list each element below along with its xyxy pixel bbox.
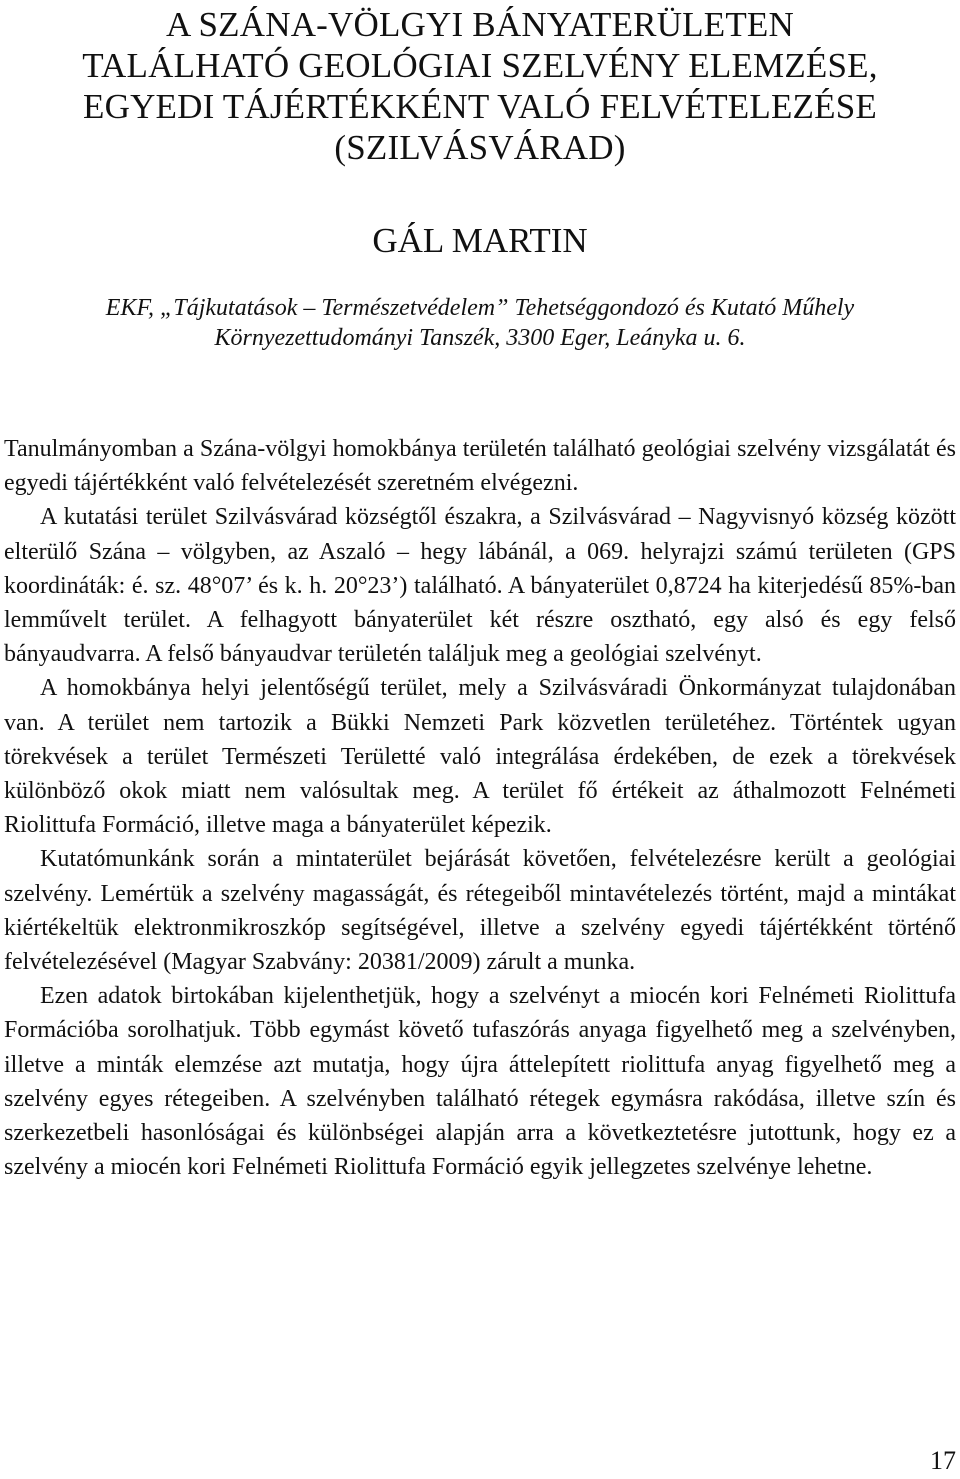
- title-line: A SZÁNA-VÖLGYI BÁNYATERÜLETEN: [166, 5, 794, 44]
- paragraph: A homokbánya helyi jelentőségű terület, mely a Szilvásváradi Önkormányzat tulajdonában van. A terület nem tartozik a Bükki Nemzeti Park közvetlen területéhez. Történtek ugyan törekvések a terület Természeti Területté való integrálása érdekében, de ezek a törekvések különböző okok miatt nem valósultak meg. A terület fő értékeit az áthalmozott Felnémeti Riolittufa Formáció, illetve maga a bányaterület képezik.: [4, 675, 956, 839]
- paragraph: A kutatási terület Szilvásvárad községtől északra, a Szilvásvárad – Nagyvisnyó község között elterülő Szána – völgyben, az Aszaló – hegy lábánál, a 069. helyrajzi számú területen (GPS koordináták: é. sz. 48°07’ és k. h. 20°23’) található. A bányaterület 0,8724 ha kiterjedésű 85%-ban lemművelt terület. A felhagyott bányaterület két részre osztható, egy alsó és egy felső bányaudvarra. A felső bányaudvar területén találjuk meg a geológiai szelvényt.: [4, 504, 956, 668]
- paper-title: [0, 4, 960, 168]
- abstract-body: [4, 432, 956, 1184]
- paragraph: Kutatómunkánk során a mintaterület bejárását követően, felvételezésre került a geológiai szelvény. Lemértük a szelvény magasságát, és rétegeiből mintavételezés történt, majd a mintákat kiértékeltük elektronmikroszkóp segítségével, illetve a szelvény egyedi tájértékként történő felvételezésével (Magyar Szabvány: 20381/2009) zárult a munka.: [4, 846, 956, 976]
- page-number: 17: [930, 1446, 956, 1475]
- affiliation-line: Környezettudományi Tanszék, 3300 Eger, Leányka u. 6.: [214, 325, 746, 351]
- affiliation-line: EKF, „Tájkutatások – Természetvédelem” Tehetséggondozó és Kutató Műhely: [105, 295, 855, 321]
- paragraph: Tanulmányomban a Szána-völgyi homokbánya területén található geológiai szelvény vizsgálatát és egyedi tájértékként való felvételezését szeretném elvégezni.: [4, 436, 956, 497]
- author-name: GÁL MARTIN: [372, 221, 588, 260]
- title-line: EGYEDI TÁJÉRTÉKKÉNT VALÓ FELVÉTELEZÉSE: [83, 87, 877, 126]
- paragraph: Ezen adatok birtokában kijelenthetjük, hogy a szelvényt a miocén kori Felnémeti Riolittufa Formációba sorolhatjuk. Több egymást követő tufaszórás anyaga figyelhető meg a szelvényben, illetve a minták elemzése azt mutatja, hogy újra áttelepített riolittufa anyag figyelhető meg a szelvény egyes rétegeiben. A szelvényben található rétegek egymásra rakódása, illetve szín és szerkezetbeli hasonlóságai és különbségei alapján arra a következtetésre jutottunk, hogy ez a szelvény a miocén kori Felnémeti Riolittufa Formáció egyik jellegzetes szelvénye lehetne.: [4, 983, 956, 1181]
- title-line: TALÁLHATÓ GEOLÓGIAI SZELVÉNY ELEMZÉSE,: [82, 46, 878, 85]
- title-line: (SZILVÁSVÁRAD): [334, 128, 626, 167]
- affiliation: [0, 293, 960, 353]
